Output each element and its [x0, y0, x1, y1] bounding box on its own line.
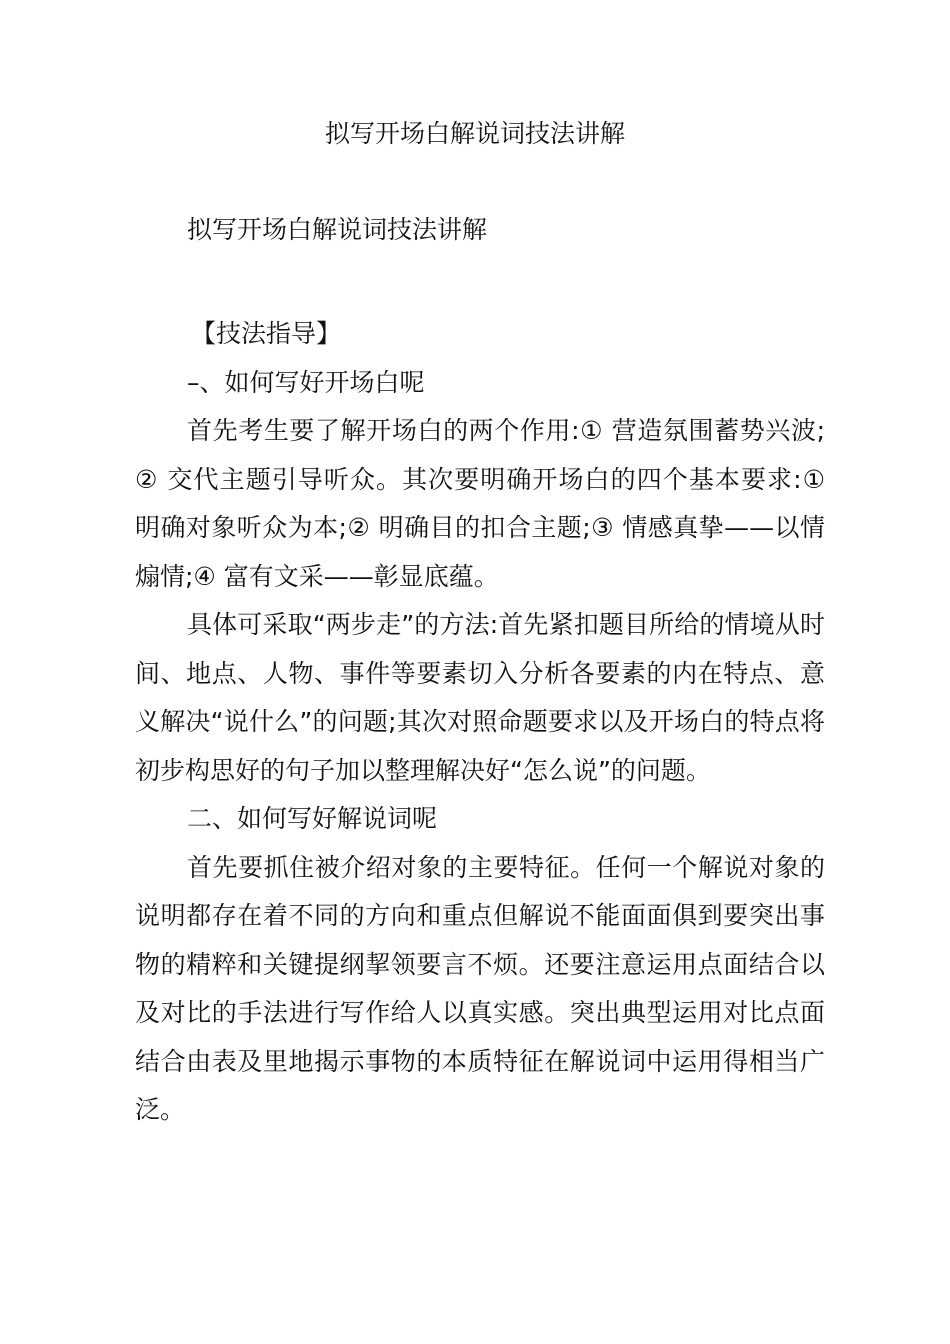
heading-opening: –、如何写好开场白呢 [187, 367, 425, 397]
document-body [135, 310, 825, 1135]
document-subtitle: 拟写开场白解说词技法讲解 [187, 215, 488, 244]
section-label: 【技法指导】 [191, 319, 342, 348]
heading-commentary: 二、如何写好解说词呢 [187, 804, 438, 833]
paragraph-commentary-features: 首先要抓住被介绍对象的主要特征。任何一个解说对象的说明都存在着不同的方向和重点但解说不能面面俱到要突出事物的精粹和关键提纲挈领要言不烦。还要注意运用点面结合以及对比的手法进行写作给人以真实感。突出典型运用对比点面结合由表及里地揭示事物的本质特征在解说词中运用得相当广泛。 [135, 852, 825, 1124]
paragraph-opening-requirements: 首先考生要了解开场白的两个作用:① 营造氛围蓄势兴波;② 交代主题引导听众。其次要明确开场白的四个基本要求:① 明确对象听众为本;② 明确目的扣合主题;③ 情感真挚——以情煽情;④ 富有文采——彰显底蕴。 [135, 416, 825, 591]
document-title: 拟写开场白解说词技法讲解 [324, 119, 625, 148]
paragraph-two-steps: 具体可采取“两步走”的方法:首先紧扣题目所给的情境从时间、地点、人物、事件等要素切入分析各要素的内在特点、意义解决“说什么”的问题;其次对照命题要求以及开场白的特点将初步构思好的句子加以整理解决好“怎么说”的问题。 [135, 610, 825, 785]
